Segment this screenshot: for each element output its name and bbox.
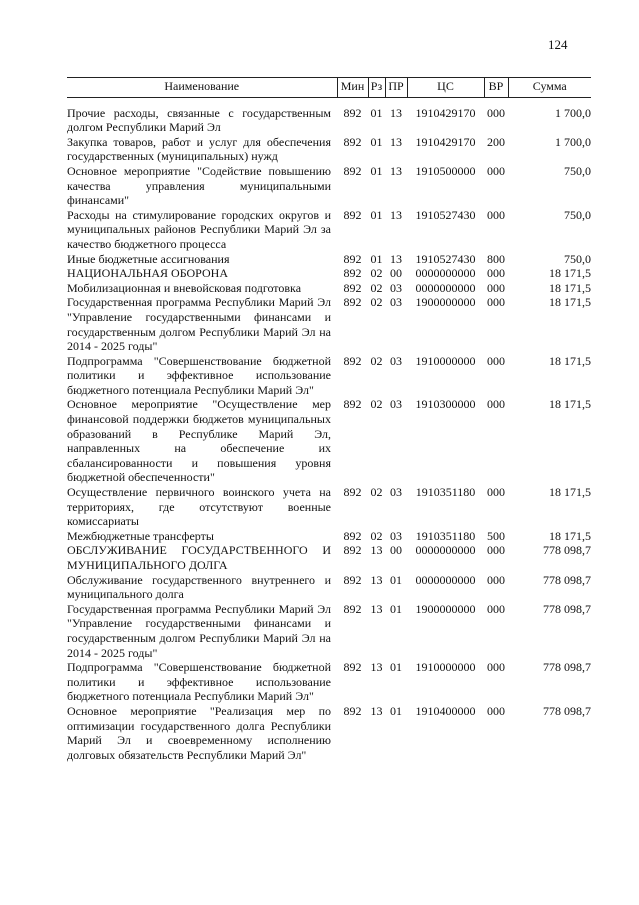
table-row [67, 135, 591, 164]
table-row [67, 295, 591, 353]
row-vr: 000 [487, 703, 505, 718]
row-rz: 02 [370, 353, 383, 368]
row-name: Иные бюджетные ассигнования [67, 251, 230, 266]
row-name: Государственная программа Республики Марий Эл "Управление государственными финансами и государственным долгом Республики Марий Эл на 2014 - 2025 годы" [67, 601, 331, 660]
row-cs: 1910527430 [415, 251, 476, 266]
table-body [67, 97, 591, 762]
row-rz: 13 [370, 703, 383, 718]
table-row [67, 660, 591, 704]
row-sum: 1 700,0 [555, 105, 591, 120]
row-rz: 13 [370, 543, 383, 558]
row-cs: 1900000000 [415, 295, 476, 310]
row-pr: 01 [390, 703, 402, 718]
row-cs: 0000000000 [415, 543, 476, 558]
row-cs: 0000000000 [415, 280, 476, 295]
row-cs: 1910000000 [415, 660, 476, 675]
row-sum: 778 098,7 [543, 601, 591, 616]
row-sum: 778 098,7 [543, 543, 591, 558]
table-header [67, 78, 591, 98]
table-row [67, 164, 591, 208]
row-pr: 13 [390, 163, 402, 178]
table-row [67, 266, 591, 281]
row-min: 892 [343, 207, 362, 222]
row-name: Подпрограмма "Совершенствование бюджетной политики и эффективное использование бюджетного потенциала Республики Марий Эл" [67, 660, 331, 704]
row-vr: 000 [487, 295, 505, 310]
row-name: Расходы на стимулирование городских округов и муниципальных районов Республики Марий Эл за качество бюджетного процесса [67, 207, 331, 251]
page-number: 124 [548, 37, 568, 52]
row-pr: 03 [390, 353, 402, 368]
row-vr: 000 [487, 105, 505, 120]
row-rz: 02 [370, 397, 383, 412]
row-min: 892 [343, 295, 362, 310]
row-name: Осуществление первичного воинского учета на территориях, где отсутствуют военные комиссариаты [67, 485, 331, 529]
table-row [67, 485, 591, 529]
row-pr: 13 [390, 134, 402, 149]
row-vr: 000 [487, 660, 505, 675]
table-row [67, 543, 591, 572]
row-sum: 778 098,7 [543, 660, 591, 675]
row-vr: 000 [487, 601, 505, 616]
row-min: 892 [343, 528, 362, 543]
row-pr: 13 [390, 207, 402, 222]
row-name: НАЦИОНАЛЬНАЯ ОБОРОНА [67, 266, 228, 281]
row-sum: 778 098,7 [543, 703, 591, 718]
budget-table [67, 77, 591, 762]
row-name: Закупка товаров, работ и услуг для обеспечения государственных (муниципальных) нужд [67, 134, 331, 164]
header-pr: ПР [385, 78, 407, 98]
row-name: Подпрограмма "Совершенствование бюджетной политики и эффективное использование бюджетного потенциала Республики Марий Эл" [67, 353, 331, 397]
table-row [67, 573, 591, 602]
row-min: 892 [343, 703, 362, 718]
row-vr: 500 [487, 528, 505, 543]
row-name: Государственная программа Республики Марий Эл "Управление государственными финансами и государственным долгом Республики Марий Эл на 2014 - 2025 годы" [67, 295, 331, 354]
row-vr: 000 [487, 397, 505, 412]
row-pr: 01 [390, 660, 402, 675]
row-rz: 01 [370, 163, 383, 178]
row-pr: 03 [390, 485, 402, 500]
row-name: Основное мероприятие "Реализация мер по оптимизации государственного долга Республики Марий Эл и своевременному исполнению долговых обязательств Республики Марий Эл" [67, 703, 331, 762]
row-rz: 02 [370, 266, 383, 281]
row-sum: 18 171,5 [549, 280, 591, 295]
row-vr: 000 [487, 207, 505, 222]
table-row [67, 252, 591, 267]
row-rz: 13 [370, 601, 383, 616]
row-cs: 1910500000 [415, 163, 476, 178]
header-name: Наименование [67, 78, 337, 98]
header-sum: Сумма [508, 78, 591, 98]
header-rz: Рз [368, 78, 385, 98]
row-vr: 000 [487, 280, 505, 295]
row-min: 892 [343, 251, 362, 266]
row-cs: 1910429170 [415, 134, 476, 149]
row-sum: 778 098,7 [543, 572, 591, 587]
row-pr: 01 [390, 601, 402, 616]
row-vr: 000 [487, 266, 505, 281]
row-rz: 13 [370, 660, 383, 675]
row-rz: 13 [370, 572, 383, 587]
row-pr: 13 [390, 105, 402, 120]
row-cs: 0000000000 [415, 572, 476, 587]
row-name: Мобилизационная и вневойсковая подготовка [67, 280, 302, 295]
row-vr: 000 [487, 163, 505, 178]
table-row [67, 281, 591, 296]
row-sum: 18 171,5 [549, 397, 591, 412]
row-rz: 01 [370, 105, 383, 120]
row-sum: 18 171,5 [549, 528, 591, 543]
row-name: Основное мероприятие "Содействие повышению качества управления муниципальными финансами" [67, 163, 331, 208]
row-rz: 02 [370, 280, 383, 295]
row-min: 892 [343, 353, 362, 368]
row-min: 892 [343, 397, 362, 412]
row-pr: 03 [390, 528, 402, 543]
row-pr: 00 [390, 266, 402, 281]
row-sum: 18 171,5 [549, 353, 591, 368]
row-cs: 1910429170 [415, 105, 476, 120]
row-cs: 1910351180 [415, 528, 476, 543]
row-cs: 1910000000 [415, 353, 476, 368]
table-row [67, 529, 591, 544]
row-cs: 1900000000 [415, 601, 476, 616]
row-sum: 18 171,5 [549, 485, 591, 500]
row-min: 892 [343, 163, 362, 178]
row-rz: 02 [370, 485, 383, 500]
row-name: Обслуживание государственного внутреннего и муниципального долга [67, 572, 331, 602]
row-min: 892 [343, 601, 362, 616]
row-sum: 750,0 [564, 207, 591, 222]
row-cs: 1910351180 [415, 485, 476, 500]
row-rz: 02 [370, 295, 383, 310]
table-row [67, 397, 591, 485]
row-pr: 13 [390, 251, 402, 266]
row-cs: 1910400000 [415, 703, 476, 718]
row-min: 892 [343, 266, 362, 281]
row-pr: 01 [390, 572, 402, 587]
header-cs: ЦС [407, 78, 484, 98]
row-min: 892 [343, 660, 362, 675]
row-sum: 18 171,5 [549, 266, 591, 281]
row-cs: 1910300000 [415, 397, 476, 412]
row-pr: 03 [390, 280, 402, 295]
row-min: 892 [343, 572, 362, 587]
row-sum: 1 700,0 [555, 134, 591, 149]
row-vr: 000 [487, 353, 505, 368]
table-row [67, 704, 591, 762]
row-cs: 0000000000 [415, 266, 476, 281]
row-name: Межбюджетные трансферты [67, 528, 214, 543]
table-row [67, 208, 591, 252]
row-min: 892 [343, 105, 362, 120]
row-min: 892 [343, 134, 362, 149]
row-name: Прочие расходы, связанные с государственным долгом Республики Марий Эл [67, 105, 331, 135]
row-pr: 00 [390, 543, 402, 558]
row-min: 892 [343, 485, 362, 500]
table-row [67, 97, 591, 135]
row-rz: 01 [370, 251, 383, 266]
row-name: Основное мероприятие "Осуществление мер финансовой поддержки бюджетов муниципальных образований в Республике Марий Эл, направленных на обеспечение их сбалансированности и повышения уровня бюджетной обеспеченности" [67, 397, 331, 485]
table-row [67, 602, 591, 660]
row-sum: 18 171,5 [549, 295, 591, 310]
row-min: 892 [343, 280, 362, 295]
row-vr: 000 [487, 572, 505, 587]
row-name: ОБСЛУЖИВАНИЕ ГОСУДАРСТВЕННОГО И МУНИЦИПАЛЬНОГО ДОЛГА [67, 543, 331, 572]
row-pr: 03 [390, 397, 402, 412]
header-min: Мин [337, 78, 368, 98]
row-cs: 1910527430 [415, 207, 476, 222]
row-vr: 000 [487, 485, 505, 500]
row-sum: 750,0 [564, 163, 591, 178]
row-min: 892 [343, 543, 362, 558]
row-rz: 01 [370, 134, 383, 149]
row-sum: 750,0 [564, 251, 591, 266]
row-rz: 01 [370, 207, 383, 222]
row-vr: 200 [487, 134, 505, 149]
table-row [67, 354, 591, 398]
row-vr: 800 [487, 251, 505, 266]
row-vr: 000 [487, 543, 505, 558]
row-pr: 03 [390, 295, 402, 310]
header-vr: ВР [484, 78, 508, 98]
row-rz: 02 [370, 528, 383, 543]
